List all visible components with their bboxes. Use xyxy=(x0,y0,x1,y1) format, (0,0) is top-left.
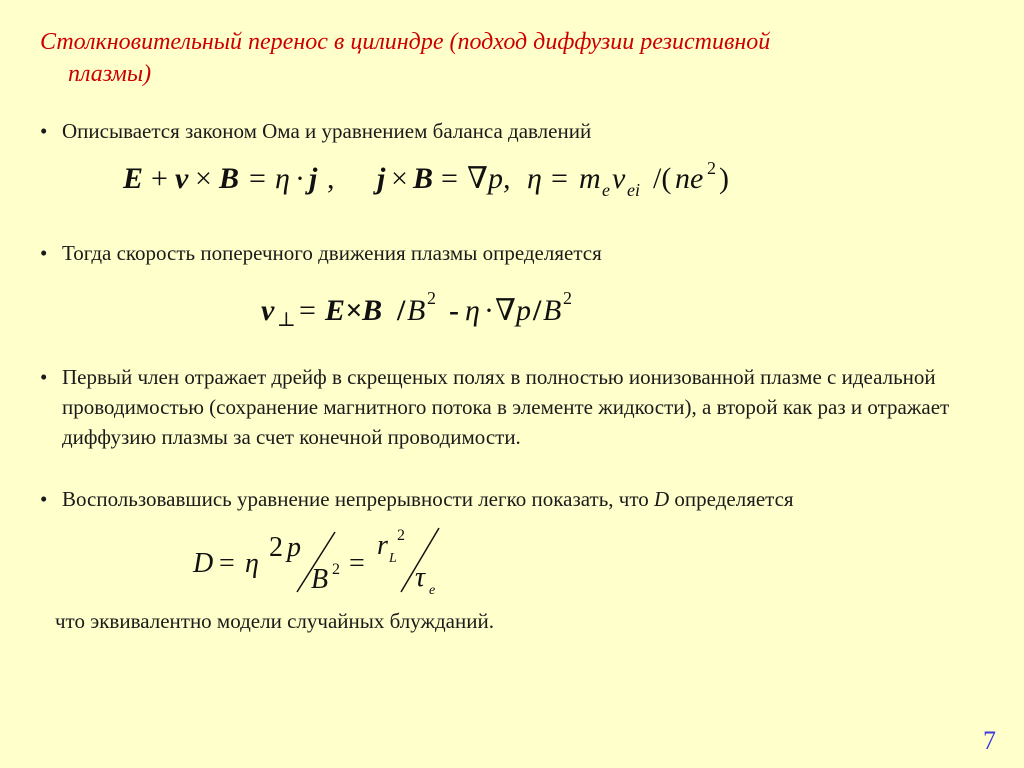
symbol-grad-p: ∇p, xyxy=(467,162,511,195)
bullet-marker: • xyxy=(40,241,48,265)
random-walk-note: что эквивалентно модели случайных блужданий. xyxy=(55,609,494,633)
superscript-2: 2 xyxy=(332,561,340,578)
symbol-B: B xyxy=(311,564,329,595)
superscript-2b: 2 xyxy=(563,288,572,308)
title-line-1: Столкновительный перенос в цилиндре (подход диффузии резистивной xyxy=(40,29,771,55)
symbol-v: v xyxy=(261,294,275,327)
bullet-text: Воспользовавшись уравнение непрерывности легко показать, что D определяется xyxy=(62,487,794,511)
symbol-equals-2: = xyxy=(349,548,365,579)
symbol-slash: / xyxy=(397,294,406,327)
subscript-e: e xyxy=(602,180,610,200)
bullet-marker: • xyxy=(40,119,48,143)
symbol-minus: - xyxy=(449,294,459,327)
symbol-ne: ne xyxy=(675,162,704,195)
symbol-equals-2: = xyxy=(441,162,458,195)
symbol-eta: η xyxy=(465,294,480,327)
symbol-v: v xyxy=(175,162,189,195)
symbol-j: j xyxy=(309,162,318,195)
subscript-ei: ei xyxy=(627,180,640,200)
symbol-nu: ν xyxy=(612,162,626,195)
symbol-plus: + xyxy=(151,162,168,195)
bullet-text: Первый член отражает дрейф в скрещеных полях в полностью ионизованной плазме с идеальной проводимостью (сохранение магнитного потока в элементе жидкости), а второй как раз и отражает диффузию плазмы за счет конечной проводимости. xyxy=(62,365,950,449)
superscript-2: 2 xyxy=(707,158,716,178)
superscript-2b: 2 xyxy=(397,527,405,544)
title-line-2: плазмы) xyxy=(68,61,152,87)
symbol-D: D xyxy=(193,548,214,579)
symbol-B-2: B xyxy=(413,162,434,195)
symbol-grad-p: ∇p xyxy=(495,294,531,327)
formula-diffusion-coefficient xyxy=(185,520,465,600)
symbol-equals-3: = xyxy=(551,162,568,195)
page-number: 7 xyxy=(983,726,996,755)
formula-transverse-velocity xyxy=(255,282,595,338)
subscript-L: L xyxy=(389,551,397,566)
bullet-ohm-law xyxy=(40,116,990,146)
symbol-cdot: · xyxy=(295,162,305,195)
symbol-eta: η xyxy=(275,162,290,195)
symbol-j-2: j xyxy=(377,162,386,195)
symbol-equals: = xyxy=(219,548,235,579)
bullet-text: Описывается законом Ома и уравнением баланса давлений xyxy=(62,119,592,143)
symbol-slash-paren: /( xyxy=(653,162,672,195)
bullet-drift-explanation xyxy=(40,362,990,452)
symbol-slash-2: / xyxy=(533,294,542,327)
subscript-e: e xyxy=(429,583,436,598)
symbol-eta-2: η xyxy=(527,162,542,195)
symbol-comma: , xyxy=(327,162,335,195)
symbol-eta: η xyxy=(245,548,259,579)
symbol-tau: τ xyxy=(415,562,426,593)
symbol-m: m xyxy=(579,162,601,195)
numeral-2: 2 xyxy=(269,532,283,563)
symbol-equals: = xyxy=(249,162,266,195)
symbol-p: p xyxy=(287,532,301,563)
superscript-2: 2 xyxy=(427,288,436,308)
bullet-continuity xyxy=(40,484,990,514)
subscript-perp: ⊥ xyxy=(277,309,296,331)
symbol-B: B xyxy=(407,294,426,327)
symbol-close-paren: ) xyxy=(719,162,729,195)
symbol-times-2: × xyxy=(391,162,408,195)
symbol-B-2: B xyxy=(543,294,562,327)
formula-ohm-pressure xyxy=(115,150,755,206)
symbol-equals: = xyxy=(299,294,316,327)
symbol-E-cross-B: E×B xyxy=(325,294,383,327)
symbol-times: × xyxy=(195,162,212,195)
bullet-marker: • xyxy=(40,487,48,511)
symbol-r: r xyxy=(377,530,388,561)
bullet-text: Тогда скорость поперечного движения плазмы определяется xyxy=(62,241,602,265)
bullet-marker: • xyxy=(40,365,48,389)
variable-D: D xyxy=(654,487,670,511)
bullet-transverse-velocity xyxy=(40,238,990,268)
symbol-B: B xyxy=(219,162,240,195)
symbol-E: E xyxy=(123,162,144,195)
symbol-cdot: · xyxy=(484,294,494,327)
slide-title xyxy=(40,26,980,90)
